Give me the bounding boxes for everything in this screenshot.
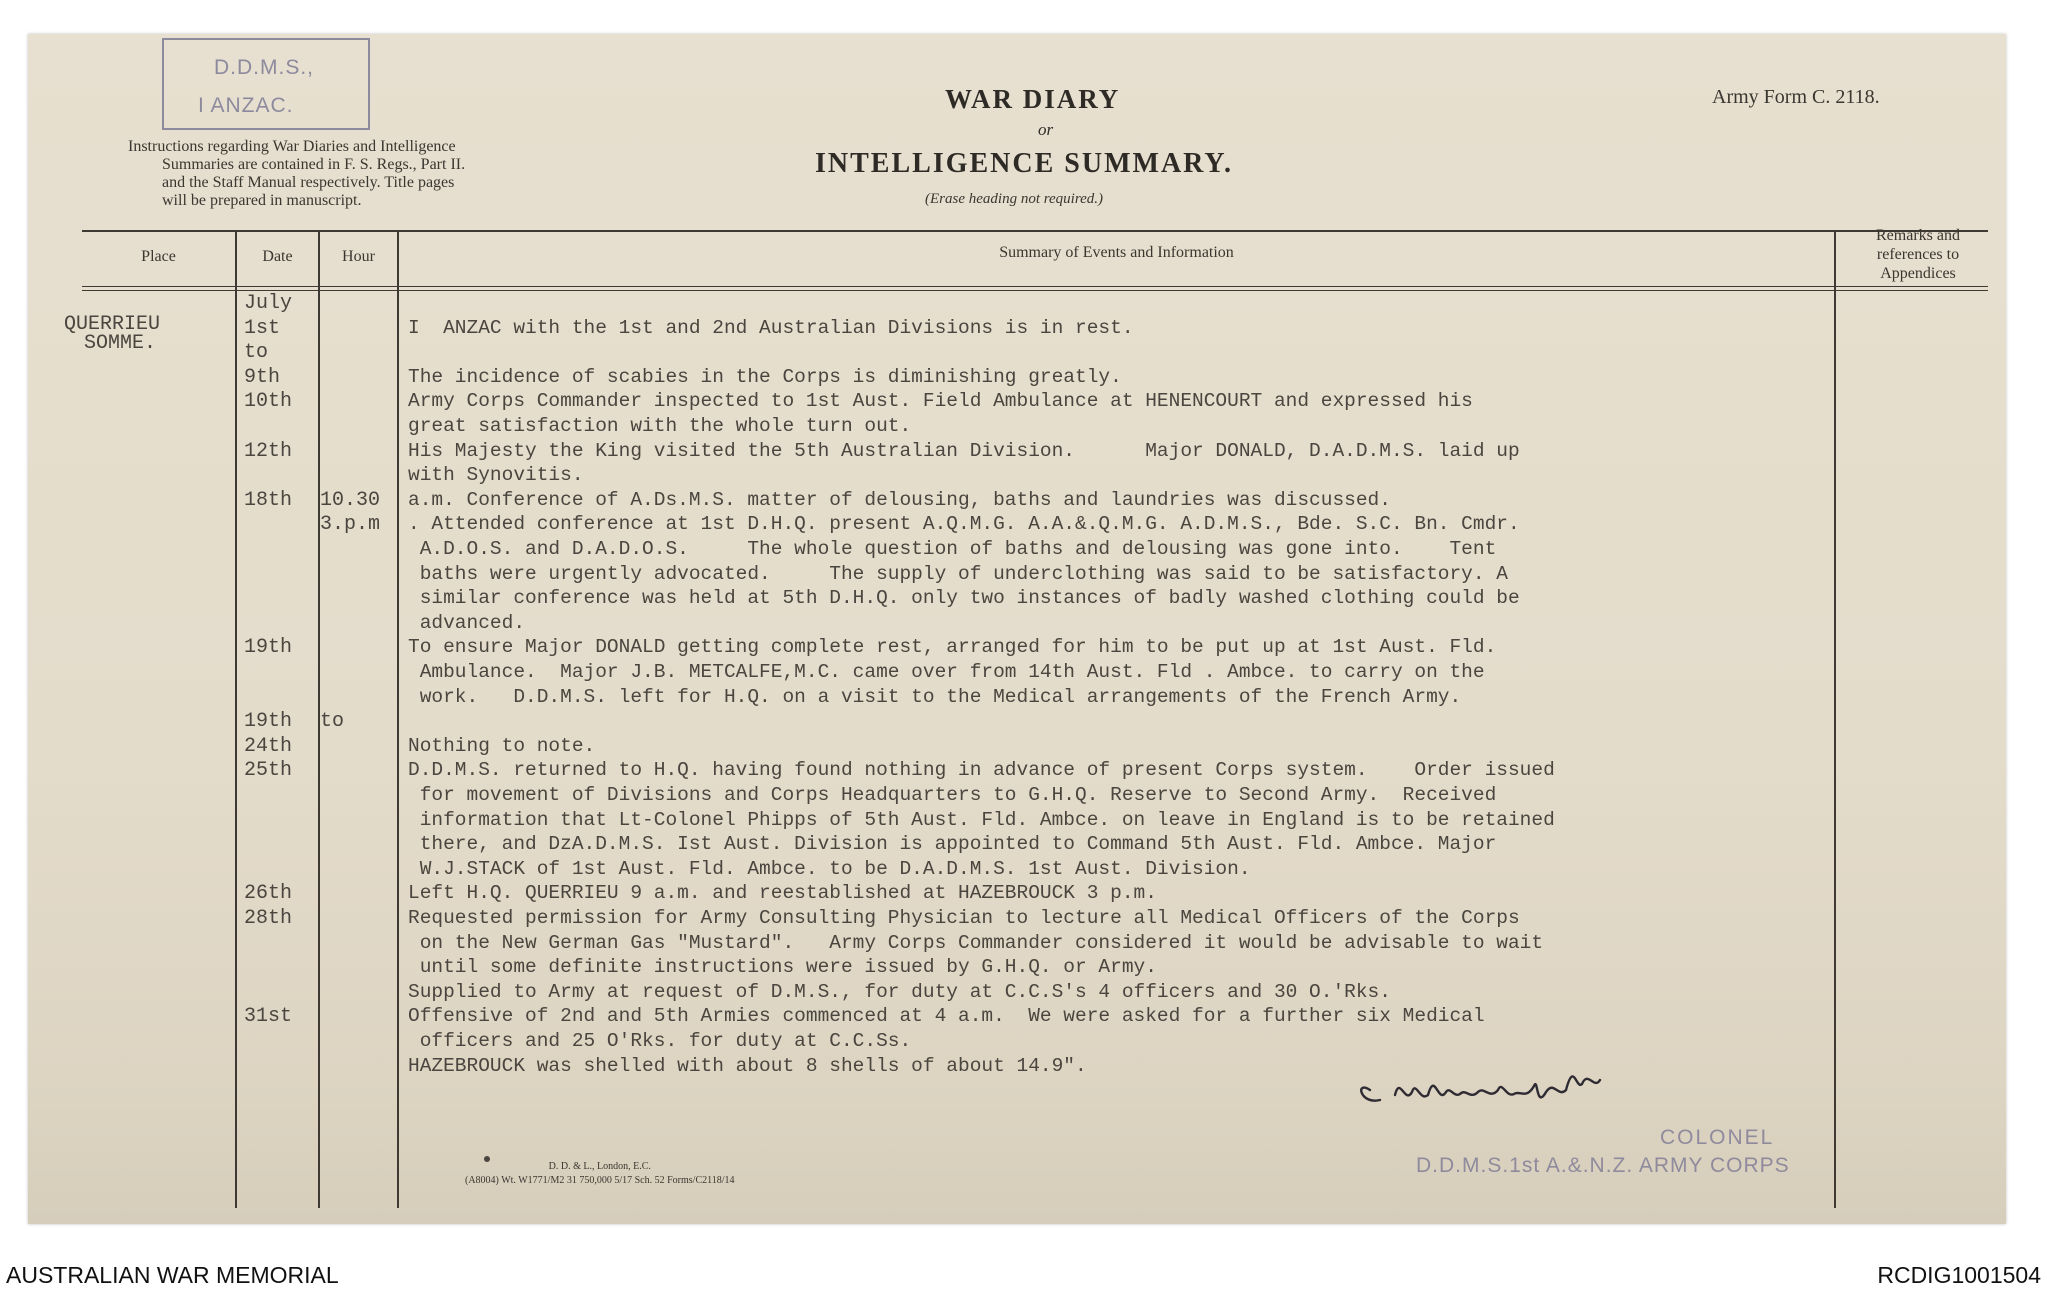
instructions-line: Summaries are contained in F. S. Regs., Part II. [162, 156, 466, 173]
army-form-number: Army Form C. 2118. [1712, 86, 1880, 108]
entry-date: 19th [244, 636, 293, 659]
instructions-line: and the Staff Manual respectively. Title pages [162, 174, 455, 191]
entry-text: . Attended conference at 1st D.H.Q. present A.Q.M.G. A.A.&.Q.M.G. A.D.M.S., Bde. S.C. Bn. Cmdr. [408, 513, 1520, 535]
entry-text: on the New German Gas "Mustard". Army Corps Commander considered it would be advisable to wait [408, 932, 1544, 954]
entry-text: until some definite instructions were issued by G.H.Q. or Army. [408, 956, 1157, 978]
header-date: Date [262, 248, 293, 265]
entry-date: 25th [244, 759, 293, 782]
entry-date: 24th [244, 735, 293, 758]
footer-collection: AUSTRALIAN WAR MEMORIAL [6, 1262, 339, 1288]
entry-text: baths were urgently advocated. The supply of underclothing was said to be satisfactory. A [408, 563, 1508, 585]
place-entry-1: QUERRIEU [64, 313, 161, 336]
printer-line: (A8004) Wt. W1771/M2 31 750,000 5/17 Sch. 52 Forms/C2118/14 [465, 1175, 735, 1186]
signature-rank-stamp: COLONEL [1660, 1126, 1775, 1149]
entry-text: The incidence of scabies in the Corps is diminishing greatly. [408, 366, 1122, 388]
header-remarks-line: references to [1876, 246, 1960, 263]
entry-date: 26th [244, 882, 293, 905]
title-war-diary: WAR DIARY [945, 84, 1121, 114]
entry-date: 1st [244, 317, 281, 340]
table-top-rule [82, 230, 1988, 232]
entry-hour: 10.30 [320, 489, 381, 512]
ink-dot [484, 1156, 490, 1162]
entry-hour: to [320, 710, 345, 733]
header-remarks-line: Appendices [1880, 265, 1956, 282]
ddms-stamp [162, 38, 370, 130]
entry-text: work. D.D.M.S. left for H.Q. on a visit to the Medical arrangements of the French Army. [408, 686, 1462, 708]
entry-text: a.m. Conference of A.Ds.M.S. matter of delousing, baths and laundries was discussed. [408, 489, 1391, 511]
column-rule-place [235, 230, 237, 1208]
header-bottom-rule [82, 286, 1988, 287]
diary-sheet [28, 34, 2006, 1224]
title-erase-note: (Erase heading not required.) [925, 191, 1104, 207]
entry-text: for movement of Divisions and Corps Headquarters to G.H.Q. Reserve to Second Army. Received [408, 784, 1497, 806]
entry-text: To ensure Major DONALD getting complete rest, arranged for him to be put up at 1st Aust. Fld. [408, 636, 1497, 658]
header-summary: Summary of Events and Information [999, 244, 1234, 261]
header-hour: Hour [342, 248, 375, 265]
entry-text: advanced. [408, 612, 526, 634]
entry-date: 19th [244, 710, 293, 733]
header-remarks-line: Remarks and [1876, 227, 1960, 244]
entry-text: I ANZAC with the 1st and 2nd Australian Divisions is in rest. [408, 317, 1134, 339]
entry-text: similar conference was held at 5th D.H.Q. only two instances of badly washed clothing could be [408, 587, 1520, 609]
instructions-note [128, 138, 588, 210]
entry-text: Ambulance. Major J.B. METCALFE,M.C. came over from 14th Aust. Fld . Ambce. to carry on the [408, 661, 1485, 683]
entry-text: Army Corps Commander inspected to 1st Aust. Field Ambulance at HENENCOURT and expressed his [408, 390, 1473, 412]
printer-imprint [465, 1160, 735, 1188]
entry-date: to [244, 341, 269, 364]
footer-identifier: RCDIG1001504 [1877, 1262, 2041, 1288]
stamp-line-2: I ANZAC. [198, 94, 294, 117]
signature [1350, 1050, 1650, 1120]
entry-text: Left H.Q. QUERRIEU 9 a.m. and reestablished at HAZEBROUCK 3 p.m. [408, 882, 1157, 904]
entry-text: HAZEBROUCK was shelled with about 8 shells of about 14.9". [408, 1055, 1087, 1077]
entry-text: officers and 25 O'Rks. for duty at C.C.Ss. [408, 1030, 912, 1052]
entry-text: Nothing to note. [408, 735, 596, 757]
entry-date: July [244, 292, 293, 315]
entry-date: 9th [244, 366, 281, 389]
entry-text: His Majesty the King visited the 5th Australian Division. Major DONALD, D.A.D.M.S. laid up [408, 440, 1520, 462]
entry-text: W.J.STACK of 1st Aust. Fld. Ambce. to be D.A.D.M.S. 1st Aust. Division. [408, 858, 1251, 880]
header-remarks [1852, 226, 1984, 283]
column-rule-summary [1834, 230, 1836, 1208]
entry-text: D.D.M.S. returned to H.Q. having found nothing in advance of present Corps system. Order issued [408, 759, 1555, 781]
entry-date: 18th [244, 489, 293, 512]
entry-text: there, and DzA.D.M.S. Ist Aust. Division is appointed to Command 5th Aust. Fld. Ambce. Major [408, 833, 1497, 855]
title-intelligence-summary: INTELLIGENCE SUMMARY. [815, 148, 1234, 179]
entry-date: 28th [244, 907, 293, 930]
entry-text: Supplied to Army at request of D.M.S., for duty at C.C.S's 4 officers and 30 O.'Rks. [408, 981, 1391, 1003]
title-or: or [1038, 120, 1054, 139]
entry-date: 10th [244, 390, 293, 413]
header-place: Place [141, 248, 176, 265]
entry-text: Offensive of 2nd and 5th Armies commenced at 4 a.m. We were asked for a further six Medical [408, 1005, 1485, 1027]
entry-text: Requested permission for Army Consulting Physician to lecture all Medical Officers of the Corps [408, 907, 1520, 929]
place-entry-2: SOMME. [84, 332, 157, 355]
stamp-line-1: D.D.M.S., [214, 56, 315, 79]
entry-date: 12th [244, 440, 293, 463]
instructions-line: will be prepared in manuscript. [162, 192, 362, 209]
entry-text: great satisfaction with the whole turn out. [408, 415, 912, 437]
column-rule-hour [397, 230, 399, 1208]
printer-line: D. D. & L., London, E.C. [548, 1161, 651, 1172]
entry-date: 31st [244, 1005, 293, 1028]
signature-title-stamp: D.D.M.S.1st A.&.N.Z. ARMY CORPS [1416, 1154, 1790, 1177]
instructions-line: Instructions regarding War Diaries and Intelligence [128, 138, 456, 155]
entry-hour: 3.p.m [320, 513, 381, 536]
header-bottom-rule-2 [82, 290, 1988, 291]
entry-text: information that Lt-Colonel Phipps of 5th Aust. Fld. Ambce. on leave in England is to be retained [408, 809, 1555, 831]
entry-text: A.D.O.S. and D.A.D.O.S. The whole question of baths and delousing was gone into. Tent [408, 538, 1497, 560]
entry-text: with Synovitis. [408, 464, 584, 486]
